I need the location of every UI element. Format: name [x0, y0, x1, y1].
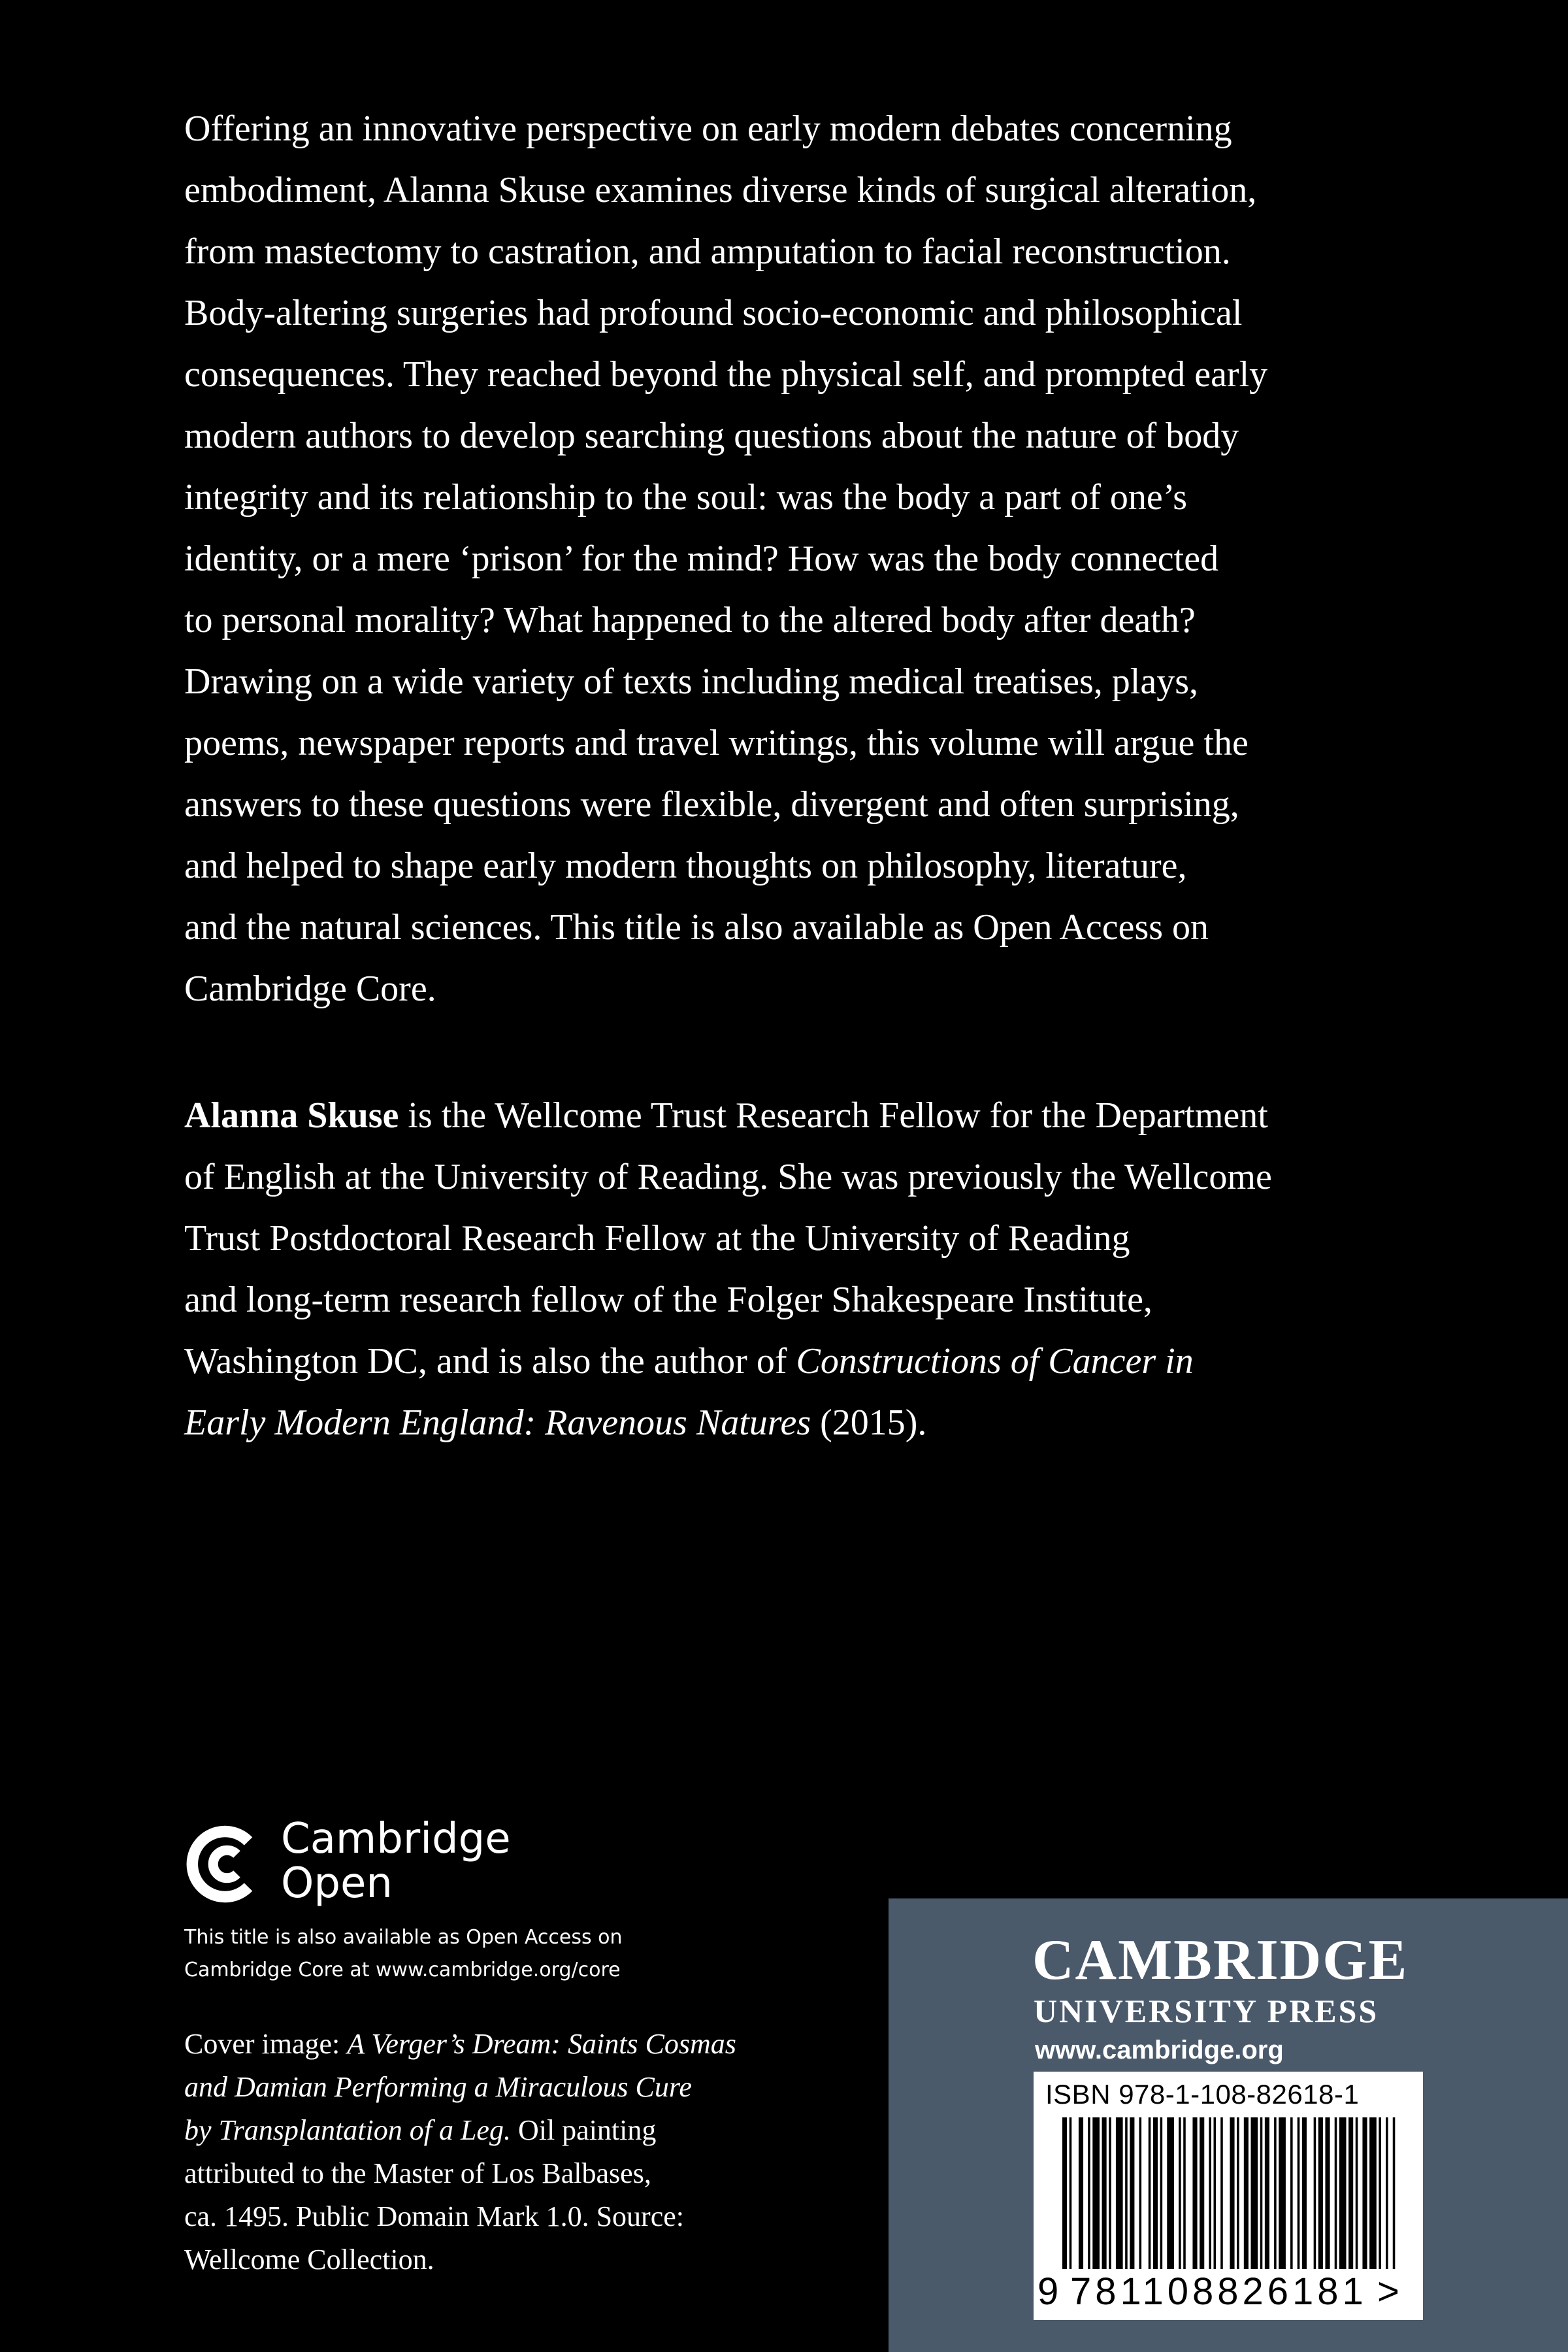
author-name: Alanna Skuse	[184, 1095, 399, 1136]
description-line: and the natural sciences. This title is also available as Open Access on	[184, 907, 1209, 948]
description-line: Offering an innovative perspective on early modern debates concerning	[184, 108, 1232, 149]
description-line: answers to these questions were flexible, divergent and often surprising,	[184, 784, 1239, 825]
barcode-bar	[1179, 2117, 1181, 2269]
barcode-bar	[1070, 2117, 1072, 2269]
publisher-name: CAMBRIDGE	[1032, 1929, 1409, 1992]
barcode-icon	[1062, 2117, 1402, 2269]
isbn-text: ISBN 978-1-108-82618-1	[1045, 2079, 1360, 2110]
bio-line: and long-term research fellow of the Folger Shakespeare Institute,	[184, 1280, 1152, 1320]
barcode-bar	[1302, 2117, 1307, 2269]
barcode-bar	[1230, 2117, 1234, 2269]
barcode-bar	[1153, 2117, 1158, 2269]
isbn-barcode-box	[1034, 2072, 1423, 2320]
barcode-bar	[1116, 2117, 1123, 2269]
barcode-bar	[1139, 2117, 1142, 2269]
barcode-bar	[1149, 2117, 1151, 2269]
barcode-bar	[1339, 2117, 1347, 2269]
barcode-bar	[1160, 2117, 1163, 2269]
bio-line: of English at the University of Reading. She was previously the Wellcome	[184, 1157, 1272, 1197]
description-line: identity, or a mere ‘prison’ for the mind? How was the body connected	[184, 538, 1219, 579]
book-title: Early Modern England: Ravenous Natures	[184, 1402, 811, 1443]
description-line: Cambridge Core.	[184, 969, 436, 1009]
description-line: embodiment, Alanna Skuse examines diverse kinds of surgical alteration,	[184, 170, 1257, 210]
bio-line: Trust Postdoctoral Research Fellow at the University of Reading	[184, 1218, 1130, 1259]
barcode-bar	[1088, 2117, 1090, 2269]
barcode-bar	[1092, 2117, 1100, 2269]
description-line: and helped to shape early modern thoughts on philosophy, literature,	[184, 846, 1187, 886]
description-line: modern authors to develop searching questions about the nature of body	[184, 416, 1239, 456]
barcode-bar	[1167, 2117, 1174, 2269]
bio-line: Washington DC, and is also the author of Constructions of Cancer in	[184, 1341, 1194, 1382]
barcode-bar	[1102, 2117, 1107, 2269]
publisher-panel	[889, 1898, 1568, 2352]
barcode-bar	[1220, 2117, 1223, 2269]
barcode-bar	[1244, 2117, 1249, 2269]
publisher-url: www.cambridge.org	[1035, 2036, 1284, 2064]
barcode-digits: 9 781108826181 >	[1037, 2270, 1399, 2313]
cover-image-credit: Cover image: A Verger’s Dream: Saints Cosmas and Damian Performing a Miraculous Cure by Transplantation of a Leg. Oil painting attributed to the Master of Los Balbases, ca. 1495. Public Domain Mark 1.0. Source: Wellcome Collection.	[184, 2028, 736, 2276]
barcode-bar	[1130, 2117, 1134, 2269]
barcode-bar	[1379, 2117, 1381, 2269]
cambridge-open-icon	[183, 1823, 265, 1905]
book-description	[184, 98, 1393, 1019]
description-line: from mastectomy to castration, and amputation to facial reconstruction.	[184, 231, 1231, 272]
cambridge-open-logo	[183, 1817, 549, 1921]
cambridge-open-wordmark: Cambridge Open	[281, 1815, 511, 1908]
description-line: integrity and its relationship to the soul: was the body a part of one’s	[184, 477, 1188, 518]
barcode-bar	[1279, 2117, 1286, 2269]
barcode-bar	[1200, 2117, 1204, 2269]
description-line: to personal morality? What happened to the altered body after death?	[184, 600, 1196, 640]
barcode-bar	[1125, 2117, 1128, 2269]
open-access-note: This title is also available as Open Access on Cambridge Core at www.cambridge.org/core	[184, 1926, 623, 1981]
bio-line: Early Modern England: Ravenous Natures (2015).	[184, 1402, 927, 1443]
barcode-bar	[1314, 2117, 1316, 2269]
description-line: Drawing on a wide variety of texts including medical treatises, plays,	[184, 661, 1199, 702]
barcode-bar	[1393, 2117, 1396, 2269]
barcode-bar	[1362, 2117, 1367, 2269]
book-title: Constructions of Cancer in	[796, 1341, 1194, 1382]
barcode-bar	[1260, 2117, 1263, 2269]
barcode-bar	[1192, 2117, 1197, 2269]
barcode-bar	[1325, 2117, 1330, 2269]
barcode-bar	[1209, 2117, 1211, 2269]
barcode-bar	[1062, 2117, 1067, 2269]
barcode-bar	[1250, 2117, 1258, 2269]
barcode-bar	[1214, 2117, 1217, 2269]
barcode-bar	[1356, 2117, 1358, 2269]
description-line: Body-altering surgeries had profound socio-economic and philosophical	[184, 293, 1243, 333]
description-line: consequences. They reached beyond the physical self, and prompted early	[184, 354, 1268, 395]
barcode-bar	[1290, 2117, 1293, 2269]
barcode-bar	[1298, 2117, 1300, 2269]
barcode-bar	[1183, 2117, 1186, 2269]
barcode-bar	[1237, 2117, 1239, 2269]
author-bio	[184, 1085, 1393, 1453]
barcode-bar	[1079, 2117, 1083, 2269]
publisher-subname: UNIVERSITY PRESS	[1034, 1993, 1379, 2029]
barcode-bar	[1348, 2117, 1353, 2269]
barcode-bar	[1274, 2117, 1277, 2269]
barcode-bar	[1318, 2117, 1323, 2269]
bio-line: Alanna Skuse is the Wellcome Trust Research Fellow for the Department	[184, 1095, 1268, 1136]
barcode-bar	[1265, 2117, 1269, 2269]
barcode-bar	[1335, 2117, 1337, 2269]
description-line: poems, newspaper reports and travel writings, this volume will argue the	[184, 723, 1249, 763]
barcode-bar	[1369, 2117, 1377, 2269]
barcode-bar	[1109, 2117, 1111, 2269]
barcode-bar	[1386, 2117, 1388, 2269]
